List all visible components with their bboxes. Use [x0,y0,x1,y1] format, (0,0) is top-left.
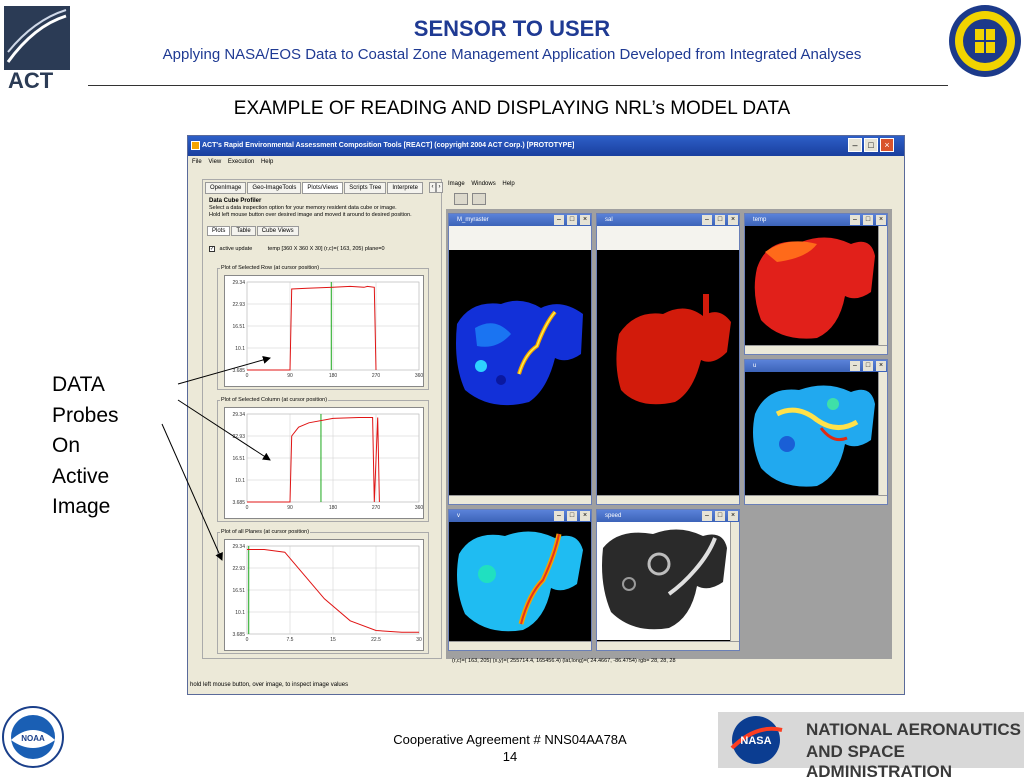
close-button[interactable]: × [880,138,894,152]
x-tick-label: 30 [416,637,422,643]
active-update-checkbox[interactable]: ✓ [210,246,215,252]
x-tick-label: 360 [414,373,423,379]
x-tick-label: 180 [328,505,338,511]
tab-scroll-right[interactable]: › [436,182,443,193]
menu-help[interactable]: Help [260,159,274,165]
image-window-title: M_myraster [449,214,591,226]
x-tick-label: 7.5 [286,637,294,643]
tab-scripts-tree[interactable]: Scripts Tree [344,182,386,194]
profiler-desc: Select a data inspection option for your memory resident data cube or image. [209,205,397,211]
cube-info: temp [360 X 360 X 30] (r,c)=( 163, 205) plane=0 [267,246,385,253]
coordinate-readout: (r,c)=( 163, 205) (x,y)=( 255714.4, 165456.4) (lat,long)=( 24.4667, -86.4754) rgb= 28, 28, 28 [452,658,676,664]
plot-label: Plot of Selected Column (at cursor position) [221,397,328,403]
image-close-button[interactable]: × [876,215,886,225]
x-tick-label: 270 [371,373,381,379]
profiler-desc: Hold left mouse button over desired image and moved it around to desired position. [209,212,412,218]
cooperative-agreement: Cooperative Agreement # NNS04AA78A [393,732,627,747]
y-tick-label: 29.34 [232,280,245,286]
y-tick-label: 3.685 [232,632,245,638]
tab-geo-imagetools[interactable]: Geo-ImageTools [247,182,301,194]
y-tick-label: 29.34 [232,412,245,418]
image-minimize-button[interactable]: – [702,511,712,521]
side-label-line: DATA [52,373,105,396]
menu-view[interactable]: View [208,159,222,165]
y-tick-label: 10.1 [235,346,245,352]
image-close-button[interactable]: × [728,511,738,521]
noaa-logo-text: NOAA [21,734,45,743]
x-tick-label: 90 [287,373,293,379]
menu-image[interactable]: Image [448,181,465,187]
image-window-title: sal [597,214,739,226]
minimize-button[interactable]: – [848,138,862,152]
menu-execution[interactable]: Execution [227,159,255,165]
menu-help-right[interactable]: Help [502,181,515,187]
image-window-title: v [449,510,591,522]
y-tick-label: 3.685 [232,368,245,374]
nasa-banner [718,712,1024,781]
image-minimize-button[interactable]: – [850,361,860,371]
nasa-text-2: AND SPACE ADMINISTRATION [806,742,953,781]
tab-plots-views[interactable]: Plots/Views [302,182,343,194]
image-maximize-button[interactable]: □ [567,511,577,521]
image-maximize-button[interactable]: □ [863,215,873,225]
image-window-title: u [745,360,887,372]
side-label-line: Active [52,464,110,488]
y-tick-label: 22.93 [232,302,245,308]
y-tick-label: 16.51 [232,456,245,462]
nasa-meatball-icon [726,714,786,766]
arrow-to-column-plot [178,400,270,460]
plot-label: Plot of all Planes (at cursor position) [221,529,310,535]
x-tick-label: 90 [287,505,293,511]
slide-heading: EXAMPLE OF READING AND DISPLAYING NRL’s MODEL DATA [233,98,791,119]
image-minimize-button[interactable]: – [850,215,860,225]
y-tick-label: 3.685 [232,500,245,506]
arrow-to-row-plot [178,358,270,384]
tab-interpreter[interactable]: Interprete [387,182,423,194]
menu-file[interactable]: File [192,159,202,165]
x-tick-label: 22.5 [371,637,381,643]
x-tick-label: 0 [245,505,249,511]
plot-label: Plot of Selected Row (at cursor position) [221,265,320,271]
x-tick-label: 0 [245,637,249,643]
y-tick-label: 10.1 [235,478,245,484]
image-close-button[interactable]: × [580,511,590,521]
noaa-logo [2,706,64,773]
image-close-button[interactable]: × [580,215,590,225]
slide-subtitle: Applying NASA/EOS Data to Coastal Zone Management Application Developed from Integrated Analyses [162,46,862,63]
x-tick-label: 360 [414,505,423,511]
maximize-button[interactable]: □ [864,138,878,152]
image-minimize-button[interactable]: – [554,215,564,225]
image-window-title: speed [597,510,739,522]
subtab-plots[interactable]: Plots [207,226,230,236]
active-update-label: active update [219,246,253,253]
y-tick-label: 22.93 [232,566,245,572]
y-tick-label: 22.93 [232,434,245,440]
tab-scroll-left[interactable]: ‹ [429,182,436,193]
x-tick-label: 180 [328,373,338,379]
nasa-text-1: NATIONAL AERONAUTICS [806,720,1022,739]
side-label-line: On [52,434,81,457]
side-label-line: Probes [52,403,119,427]
y-tick-label: 10.1 [235,610,245,616]
image-maximize-button[interactable]: □ [863,361,873,371]
arrow-to-planes-plot [162,424,222,560]
image-minimize-button[interactable]: – [554,511,564,521]
y-tick-label: 16.51 [232,324,245,330]
nasa-logo-text: NASA [740,735,772,747]
footer-text [380,731,640,765]
app-titlebar: ACT's Rapid Environmental Assessment Composition Tools [REACT] (copyright 2004 ACT Corp.) [PROTOTYPE] [188,136,904,156]
image-window-title: temp [745,214,887,226]
x-tick-label: 15 [330,637,336,643]
subtab-table[interactable]: Table [231,226,255,236]
image-close-button[interactable]: × [876,361,886,371]
image-maximize-button[interactable]: □ [715,511,725,521]
subtab-cube-views[interactable]: Cube Views [257,226,299,236]
y-tick-label: 16.51 [232,588,245,594]
tab-openimage[interactable]: OpenImage [205,182,246,194]
act-logo-text: ACT [8,68,54,93]
image-minimize-button[interactable]: – [702,215,712,225]
x-tick-label: 0 [245,373,249,379]
x-tick-label: 270 [371,505,381,511]
profiler-title: Data Cube Profiler [209,198,262,204]
image-close-button[interactable]: × [728,215,738,225]
status-bar: hold left mouse button, over image, to inspect image values [190,682,349,688]
slide-title: SENSOR TO USER [413,16,611,41]
y-tick-label: 29.34 [232,544,245,550]
menu-windows[interactable]: Windows [471,181,496,187]
image-maximize-button[interactable]: □ [715,215,725,225]
side-label-line: Image [52,495,111,518]
page-number: 14 [502,749,518,764]
image-maximize-button[interactable]: □ [567,215,577,225]
